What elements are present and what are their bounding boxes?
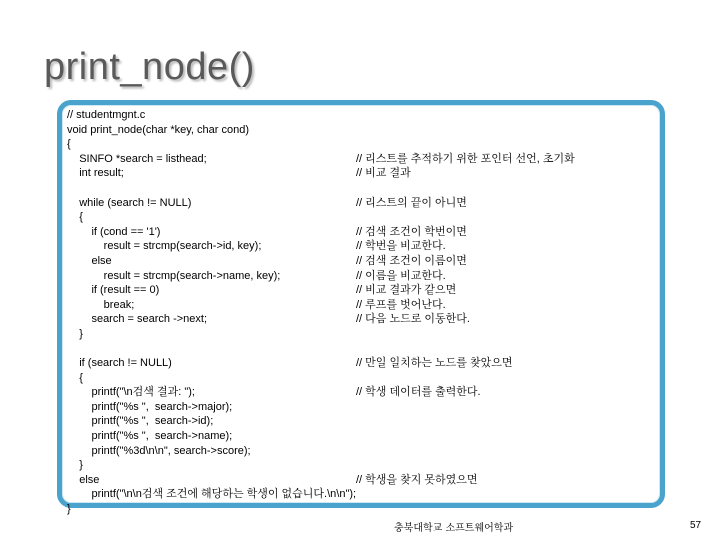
code-text: }	[67, 327, 83, 340]
code-comment: // 비교 결과	[356, 167, 411, 180]
code-text: result = strcmp(search->id, key);	[67, 240, 262, 253]
code-comment: // 리스트를 추적하기 위한 포인터 선언, 초기화	[356, 152, 575, 165]
code-text: void print_node(char *key, char cond)	[67, 123, 250, 136]
code-text: int result;	[67, 167, 124, 180]
code-text: printf("\n\n검색 조건에 해당하는 학생이 없습니다.\n\n");	[67, 488, 357, 501]
code-text: }	[67, 503, 71, 516]
code-text: else	[67, 254, 112, 267]
code-comment: // 비교 결과가 같으면	[356, 284, 457, 297]
code-text: if (cond == '1')	[67, 225, 161, 238]
code-comment: // 학생을 찾지 못하였으면	[356, 473, 478, 486]
code-comment: // 학생 데이터를 출력한다.	[356, 386, 481, 399]
slide-title: print_node()	[44, 46, 255, 88]
code-text: if (search != NULL)	[67, 357, 172, 370]
code-text: }	[67, 459, 83, 472]
code-comment: // 이름을 비교한다.	[356, 269, 446, 282]
code-comment: // 다음 노드로 이동한다.	[356, 313, 470, 326]
code-text: printf("%s ", search->major);	[67, 400, 233, 413]
code-comment: // 검색 조건이 학번이면	[356, 225, 467, 238]
code-text: printf("%s ", search->id);	[67, 415, 214, 428]
code-comment: // 루프를 벗어난다.	[356, 298, 446, 311]
code-text: {	[67, 211, 83, 224]
code-text: printf("%3d\n\n", search->score);	[67, 444, 251, 457]
code-text: if (result == 0)	[67, 284, 160, 297]
page-number: 57	[690, 520, 702, 531]
code-comment: // 검색 조건이 이름이면	[356, 254, 467, 267]
code-text: printf("%s ", search->name);	[67, 430, 233, 443]
code-text: {	[67, 138, 71, 151]
code-text: result = strcmp(search->name, key);	[67, 269, 281, 282]
code-text: break;	[67, 298, 135, 311]
code-text: while (search != NULL)	[67, 196, 192, 209]
code-comment: // 학번을 비교한다.	[356, 240, 446, 253]
code-text: search = search ->next;	[67, 313, 208, 326]
code-text: {	[67, 371, 83, 384]
footer-text: 충북대학교 소프트웨어학과	[394, 523, 514, 534]
code-text: printf("\n검색 결과: ");	[67, 386, 195, 399]
code-text: SINFO *search = listhead;	[67, 152, 207, 165]
code-text: else	[67, 473, 100, 486]
code-text: // studentmgnt.c	[67, 109, 146, 121]
code-comment: // 리스트의 끝이 아니면	[356, 196, 467, 209]
code-comment: // 만일 일치하는 노드를 찾았으면	[356, 357, 513, 370]
